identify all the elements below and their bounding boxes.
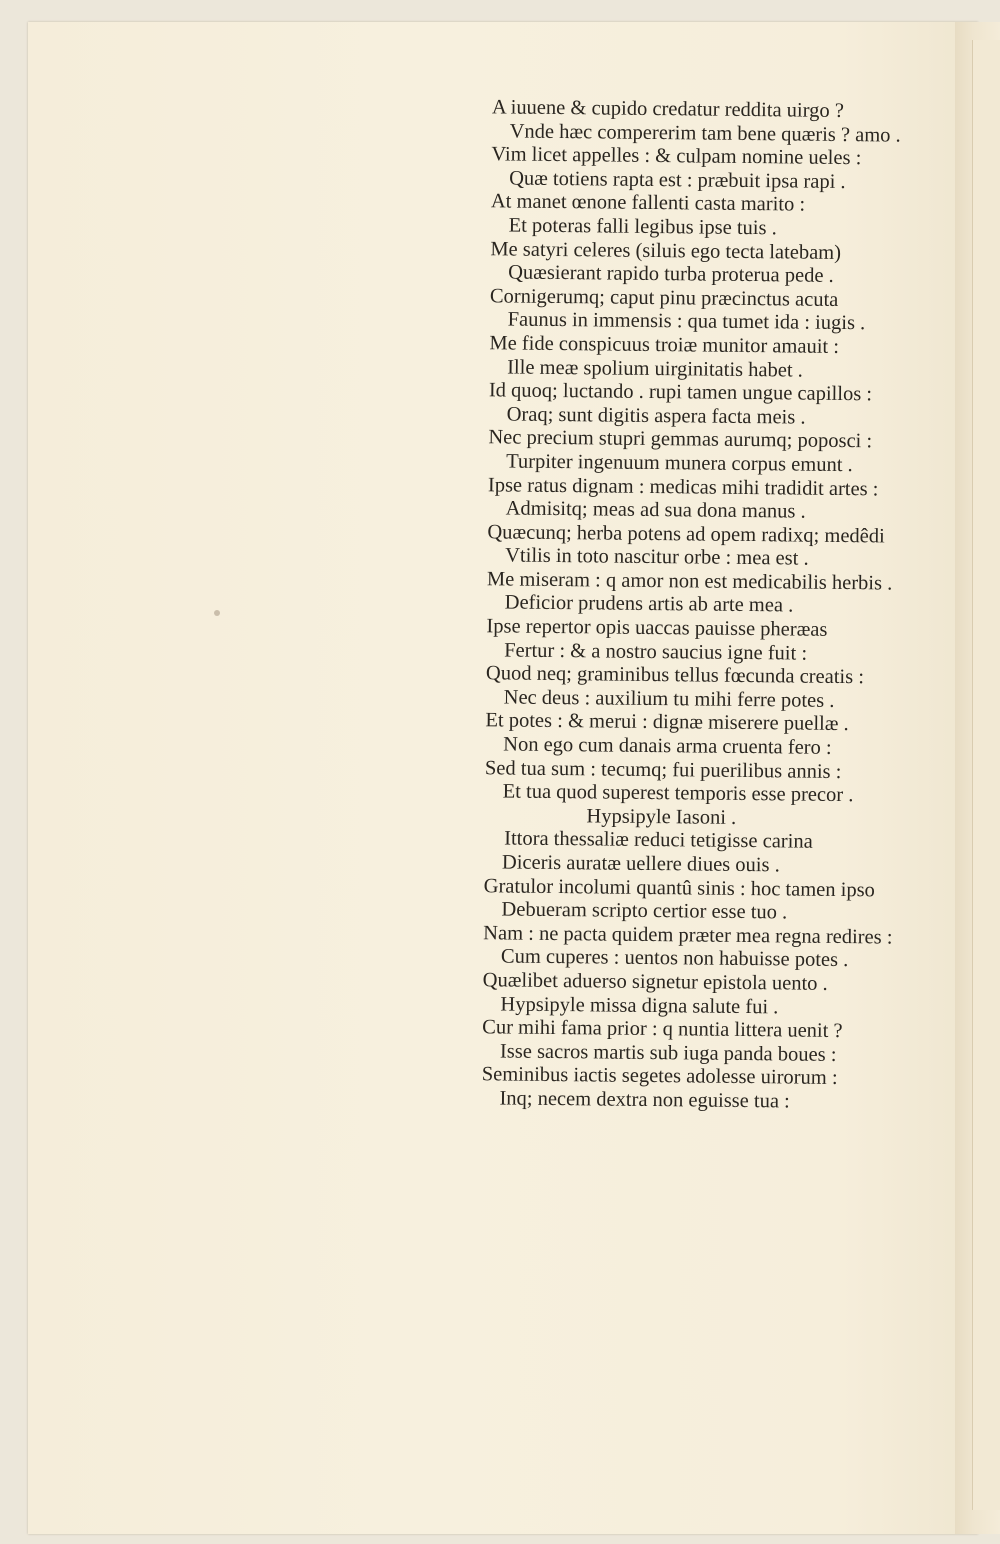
verse-line: Quæcunq; herba potens ad opem radixq; medêdi [487,520,885,548]
verse-line: Vtilis in toto nascitur orbe : mea est . [505,544,809,570]
verse-line: Cur mihi fama prior : q nuntia littera uenit ? [482,1016,843,1043]
verse-line: Me fide conspicuus troiæ munitor amauit : [489,332,840,358]
verse-line: Gratulor incolumi quantû sinis : hoc tamen ipso [483,874,875,901]
verse-line: Fertur : & a nostro saucius igne fuit : [504,639,808,665]
verse-line: Id quoq; luctando . rupi tamen ungue capillos : [488,379,873,406]
verse-line: Me miseram : q amor non est medicabilis herbis . [486,568,893,595]
verse-line: Non ego cum danais arma cruenta fero : [503,733,832,759]
verse-line: Me satyri celeres (siluis ego tecta latebam) [490,237,842,264]
verse-line: Nec deus : auxilium tu mihi ferre potes . [503,686,835,712]
verse-line: Deficior prudens artis ab arte mea . [504,591,794,617]
verse-line: Quod neq; graminibus tellus fœcunda creatis : [485,662,865,689]
verse-line: Hypsipyle missa digna salute fui . [500,993,779,1018]
verse-line: Debueram scripto certior esse tuo . [501,898,788,924]
verse-line: Nec precium stupri gemmas aurumq; poposci : [488,426,873,453]
verse-line: Et poteras falli legibus ipse tuis . [508,214,777,240]
verse-line: Inq; necem dextra non eguisse tua : [499,1087,790,1113]
verse-line: Et potes : & merui : dignæ miserere puellæ . [485,709,849,736]
verse-line: Cum cuperes : uentos non habuisse potes . [500,945,849,972]
verse-line: Admisitq; meas ad sua dona manus . [505,497,806,523]
verse-line: Ille meæ spolium uirginitatis habet . [507,356,803,382]
verse-line: Quæsierant rapido turba proterua pede . [508,261,834,288]
verse-line: Diceris auratæ uellere diues ouis . [501,851,780,877]
verse-line: Et tua quod superest temporis esse precor . [502,780,854,807]
verse-line: Isse sacros martis sub iuga panda boues : [499,1040,837,1066]
verse-line: Ipse repertor opis uaccas pauisse pheræas [486,615,828,641]
verse-line: Seminibus iactis segetes adolesse uirorum : [481,1063,838,1090]
verse-line: Faunus in immensis : qua tumet ida : iugis . [507,308,866,335]
verse-text-block [451,96,942,1116]
verse-line: Nam : ne pacta quidem præter mea regna redires : [483,922,893,949]
verse-line: Vnde hæc compererim tam bene quæris ? amo . [509,120,901,147]
verse-line: A iuuene & cupido credatur reddita uirgo ? [491,96,844,122]
verse-line: Ipse ratus dignam : medicas mihi tradidit artes : [487,473,879,500]
verse-line: Vim licet appelles : & culpam nomine ueles : [491,143,862,170]
verse-line: Quælibet aduerso signetur epistola uento . [482,969,828,995]
verse-line: Quæ totiens rapta est : præbuit ipsa rapi . [509,167,846,193]
ink-spot [214,610,220,616]
adjacent-leaf-edge [972,40,1000,1510]
verse-line: Cornigerumq; caput pinu præcinctus acuta [489,285,839,311]
verse-line: Oraq; sunt digitis aspera facta meis . [506,403,806,429]
verse-line: Turpiter ingenuum munera corpus emunt . [506,450,853,477]
verse-line: Ittora thessaliæ reduci tetigisse carina [504,827,813,854]
verse-line: Sed tua sum : tecumq; fui puerilibus annis : [484,756,842,783]
verse-line: At manet œnone fallenti casta marito : [490,190,806,216]
section-heading: Hypsipyle Iasoni . [586,805,737,829]
